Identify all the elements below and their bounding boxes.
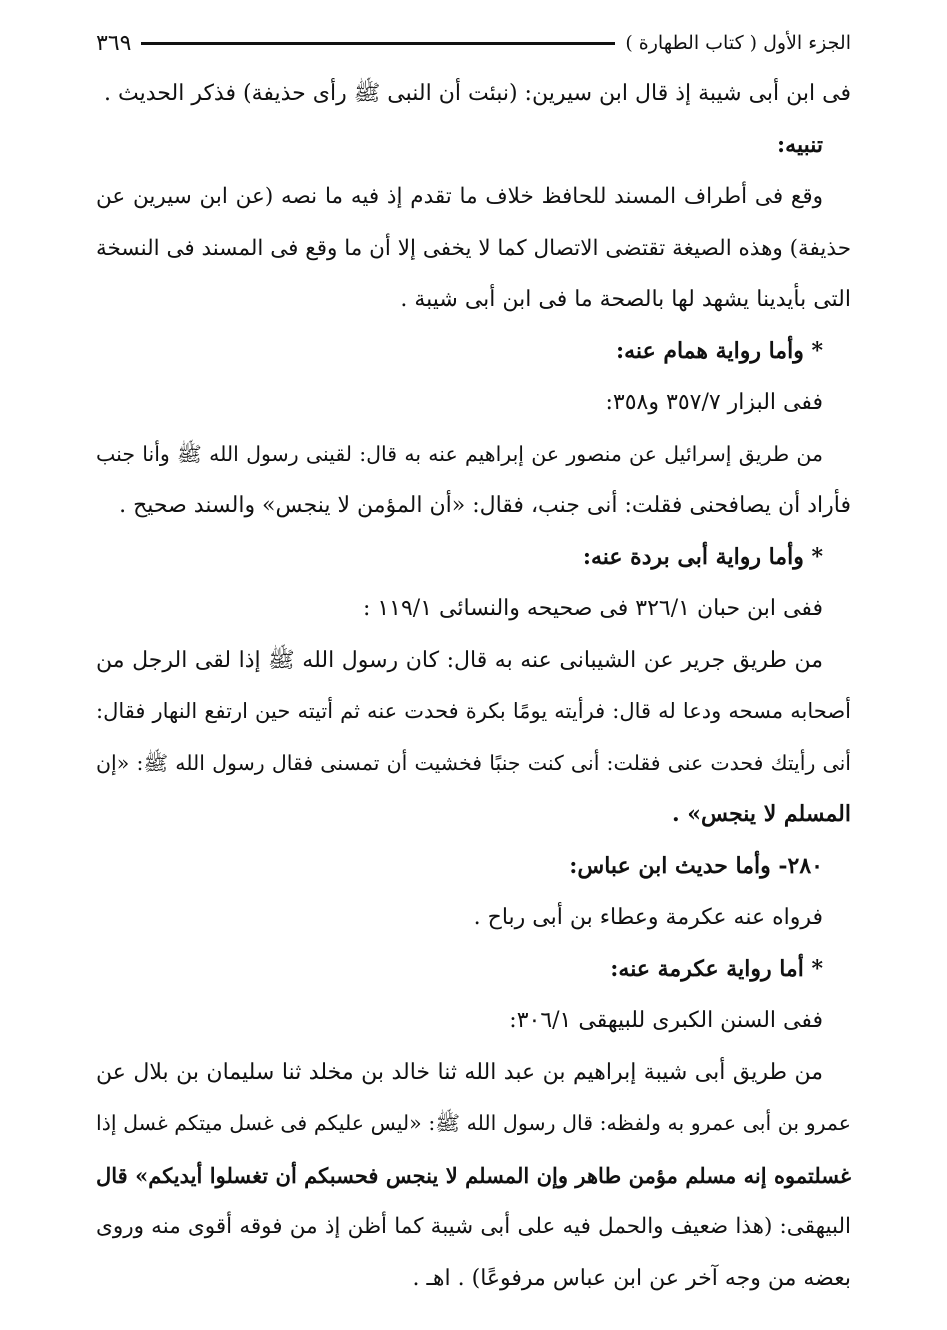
header-rule xyxy=(141,42,615,45)
text-line: حذيفة) وهذه الصيغة تقتضى الاتصال كما لا يخفى إلا أن ما وقع فى المسند فى النسخة xyxy=(96,235,851,261)
text-line: فأراد أن يصافحنى فقلت: أنى جنب، فقال: «أن المؤمن لا ينجس» والسند صحيح . xyxy=(119,493,851,518)
section-heading: * أما رواية عكرمة عنه: xyxy=(610,955,823,982)
page-body xyxy=(96,68,851,1304)
text-line: فرواه عنه عكرمة وعطاء بن أبى رباح . xyxy=(473,905,823,930)
text-line: فى ابن أبى شيبة إذ قال ابن سيرين: (نبئت أن النبى ﷺ رأى حذيفة) فذكر الحديث . xyxy=(104,81,851,106)
text-line: من طريق جرير عن الشيبانى عنه به قال: كان رسول الله ﷺ إذا لقى الرجل من xyxy=(96,647,823,673)
section-heading: تنبيه: xyxy=(777,131,823,158)
text-line: ففى البزار ٣٥٧/٧ و٣٥٨: xyxy=(605,390,823,415)
text-line: أنى رأيتك فحدت عنى فقلت: أنى كنت جنبًا فخشيت أن تمسنى فقال رسول الله ﷺ: «إن xyxy=(96,750,851,775)
text-line: من طريق إسرائيل عن منصور عن إبراهيم عنه به قال: لقينى رسول الله ﷺ وأنا جنب xyxy=(96,441,823,466)
book-page xyxy=(96,26,851,1304)
text-line: عمرو بن أبى عمرو به ولفظه: قال رسول الله ﷺ: «ليس عليكم فى غسل ميتكم غسل إذا xyxy=(96,1111,851,1135)
section-heading: ٢٨٠- وأما حديث ابن عباس: xyxy=(569,852,823,879)
text-line: من طريق أبى شيبة إبراهيم بن عبد الله ثنا خالد بن مخلد ثنا سليمان بن بلال عن xyxy=(96,1059,823,1085)
section-heading: * وأما رواية همام عنه: xyxy=(616,337,823,364)
page-header xyxy=(96,26,851,60)
text-line: التى بأيدينا يشهد لها بالصحة ما فى ابن أبى شيبة . xyxy=(400,287,851,312)
running-title: الجزء الأول ( كتاب الطهارة ) xyxy=(625,32,851,54)
text-line: ففى ابن حبان ٣٢٦/١ فى صحيحه والنسائى ١١٩/١ : xyxy=(362,596,823,621)
text-line: المسلم لا ينجس» . xyxy=(671,801,851,827)
section-heading: * وأما رواية أبى بردة عنه: xyxy=(582,543,823,570)
page-number: ٣٦٩ xyxy=(96,30,132,56)
text-line: وقع فى أطراف المسند للحافظ خلاف ما تقدم إذ فيه ما نصه (عن ابن سيرين عن xyxy=(96,184,823,209)
text-line: أصحابه مسحه ودعا له قال: فرأيته يومًا بكرة فحدت عنه ثم أتيته حين ارتفع النهار فقال: xyxy=(96,699,851,723)
text-line: ففى السنن الكبرى للبيهقى ٣٠٦/١: xyxy=(509,1008,823,1033)
text-line: غسلتموه إنه مسلم مؤمن طاهر وإن المسلم لا ينجس فحسبكم أن تغسلوا أيديكم» قال xyxy=(96,1162,851,1188)
text-line: البيهقى: (هذا ضعيف والحمل فيه على أبى شيبة كما أظن إذ من فوقه أقوى منه وروى xyxy=(96,1214,851,1239)
text-line: بعضه من وجه آخر عن ابن عباس مرفوعًا) . اهـ . xyxy=(412,1265,851,1291)
